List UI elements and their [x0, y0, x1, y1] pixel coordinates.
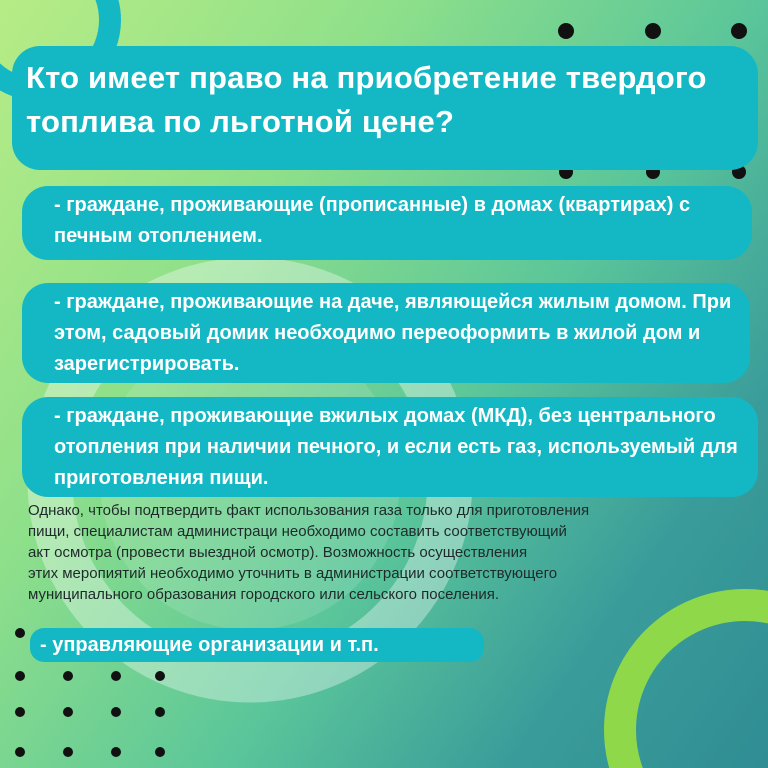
eligibility-item-management-companies: - управляющие организации и т.п. — [30, 628, 484, 662]
lime-ring-decoration — [620, 605, 768, 768]
eligibility-item-stove-heating: - граждане, проживающие (прописанные) в домах (квартирах) с печным отоплением. — [22, 186, 752, 260]
gas-usage-note: Однако, чтобы подтвердить факт использования газа только для приготовления пищи, специалистам администраци необходимо составить соответствующий акт осмотра (провести выездной осмотр). Возможность осуществления этих меропиятий необходимо уточнить в администрации соответствующего муниципального образования городского или сельского поселения. — [28, 502, 590, 603]
eligibility-item-dacha: - граждане, проживающие на даче, являющейся жилым домом. При этом, садовый домик необходимо переоформить в жилой дом и зарегистрировать. — [22, 283, 750, 383]
eligibility-item-apartment-buildings: - граждане, проживающие вжилых домах (МКД), без центрального отопления при наличии печного, и если есть газ, используемый для приготовления пищи. — [22, 397, 758, 497]
page-title: Кто имеет право на приобретение твердого топлива по льготной цене? — [12, 46, 758, 170]
